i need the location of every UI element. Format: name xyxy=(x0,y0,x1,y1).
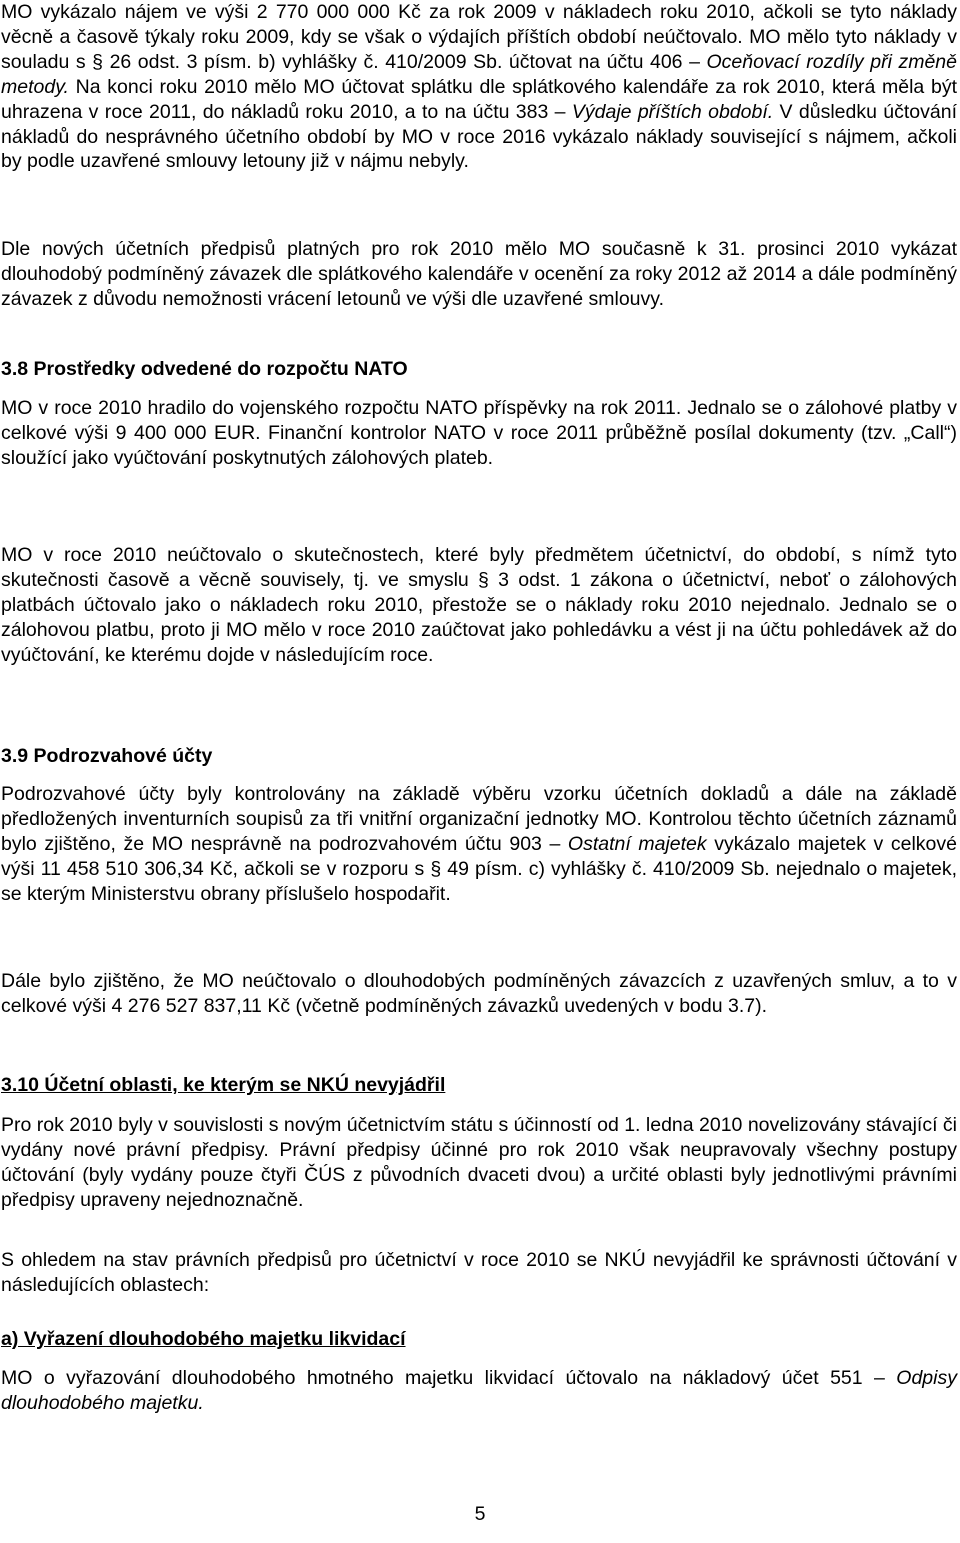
paragraph-off-balance-accounts xyxy=(1,782,957,907)
section-heading-3-9: 3.9 Podrozvahové účty xyxy=(1,745,213,767)
account-name-italic: Oceňovací rozdíly při změně metody. xyxy=(1,50,957,98)
paragraph-lease-expense xyxy=(1,0,957,174)
paragraph-asset-disposal xyxy=(1,1366,957,1416)
paragraph-contingent-liability: Dle nových účetních předpisů platných pro rok 2010 mělo MO současně k 31. prosinci 2010 vykázat dlouhodobý podmíněný závazek dle splátkového kalendáře v ocenění za roky 2012 až 2014 a dále podmíněný závazek z důvodu nemožnosti vrácení letounů ve výši dle uzavřené smlouvy. xyxy=(1,238,957,310)
paragraph-nato-contributions: MO v roce 2010 hradilo do vojenského rozpočtu NATO příspěvky na rok 2011. Jednalo se o zálohové platby v celkové výši 9 400 000 EUR. Finanční kontrolor NATO v roce 2011 průběžně posílal dokumenty (tzv. „Call“) sloužící jako vyúčtování poskytnutých zálohových plateb. xyxy=(1,397,957,469)
account-name-italic: Výdaje příštích období. xyxy=(571,100,774,123)
section-heading-3-10-text: 3.10 Účetní oblasti, ke kterým se NKÚ nevyjádřil xyxy=(1,1074,446,1096)
subsection-heading-a: a) Vyřazení dlouhodobého majetku likvidací xyxy=(1,1328,406,1350)
account-name-italic: Odpisy dlouhodobého majetku. xyxy=(1,1367,957,1414)
paragraph-text: V důsledku účtování nákladů do nesprávného účetního období by MO v roce 2016 vykázalo náklady související s nájmem, ačkoli by podle uzavřené smlouvy letouny již v nájmu nebyly. xyxy=(1,100,957,173)
paragraph-nato-accounting: MO v roce 2010 neúčtovalo o skutečnostech, které byly předmětem účetnictví, do období, s nímž tyto skutečnosti časově a věcně souvisely, tj. ve smyslu § 3 odst. 1 zákona o účetnictví, neboť o zálohových platbách účtovalo jako o nákladech roku 2010, přestože se o náklady roku 2010 nejednalo. Jednalo se o zálohovou platbu, proto ji MO mělo v roce 2010 zaúčtovat jako pohledávku a vést ji na účtu pohledávek až do vyúčtování, ke kterému dojde v následujícím roce. xyxy=(1,544,957,666)
paragraph-text: Na konci roku 2010 mělo MO účtovat splátku dle splátkového kalendáře za rok 2010, která měla být uhrazena v roce 2011, do nákladů roku 2010, a to na účtu 383 – xyxy=(1,75,957,123)
paragraph-text: Podrozvahové účty byly kontrolovány na základě výběru vzorku účetních dokladů a dále na základě předložených inventurních soupisů za tři vnitřní organizační jednotky MO. Kontrolou těchto účetních záznamů bylo zjištěno, že MO nesprávně na podrozvahovém účtu 903 – xyxy=(1,783,957,855)
section-heading-3-8: 3.8 Prostředky odvedené do rozpočtu NATO xyxy=(1,358,408,380)
paragraph-long-term-liabilities: Dále bylo zjištěno, že MO neúčtovalo o dlouhodobých podmíněných závazcích z uzavřených smluv, a to v celkové výši 4 276 527 837,11 Kč (včetně podmíněných závazků uvedených v bodu 3.7). xyxy=(1,970,957,1017)
paragraph-text: MO vykázalo nájem ve výši 2 770 000 000 Kč za rok 2009 v nákladech roku 2010, ačkoli se tyto náklady věcně a časově týkaly roku 2009, kdy se však o výdajích příštích období neúčtovalo. MO mělo tyto náklady v souladu s § 26 odst. 3 písm. b) vyhlášky č. 410/2009 Sb. účtovat na účtu 406 – xyxy=(1,1,957,73)
account-name-italic: Ostatní majetek xyxy=(567,832,707,855)
paragraph-new-regulations: Pro rok 2010 byly v souvislosti s novým účetnictvím státu s účinností od 1. ledna 2010 novelizovány stávající či vydány nové právní předpisy. Právní předpisy účinné pro rok 2010 však neupravovaly všechny postupy účtování (byly vydány pouze čtyři ČÚS z původních dvaceti dvou) a určité oblasti byly jednotlivými právními předpisy upraveny nejednoznačně. xyxy=(1,1114,957,1211)
paragraph-text: vykázalo majetek v celkové výši 11 458 510 306,34 Kč, ačkoli se v rozporu s § 49 písm. c) vyhlášky č. 410/2009 Sb. nejednalo o majetek, se kterým Ministerstvu obrany příslušelo hospodařit. xyxy=(1,832,957,905)
page-number: 5 xyxy=(474,1503,486,1525)
paragraph-text: MO o vyřazování dlouhodobého hmotného majetku likvidací účtovalo na nákladový účet 551 – xyxy=(1,1367,897,1389)
section-heading-3-10 xyxy=(1,1073,957,1098)
paragraph-nku-scope: S ohledem na stav právních předpisů pro účetnictví v roce 2010 se NKÚ nevyjádřil ke správnosti účtování v následujících oblastech: xyxy=(1,1249,957,1296)
